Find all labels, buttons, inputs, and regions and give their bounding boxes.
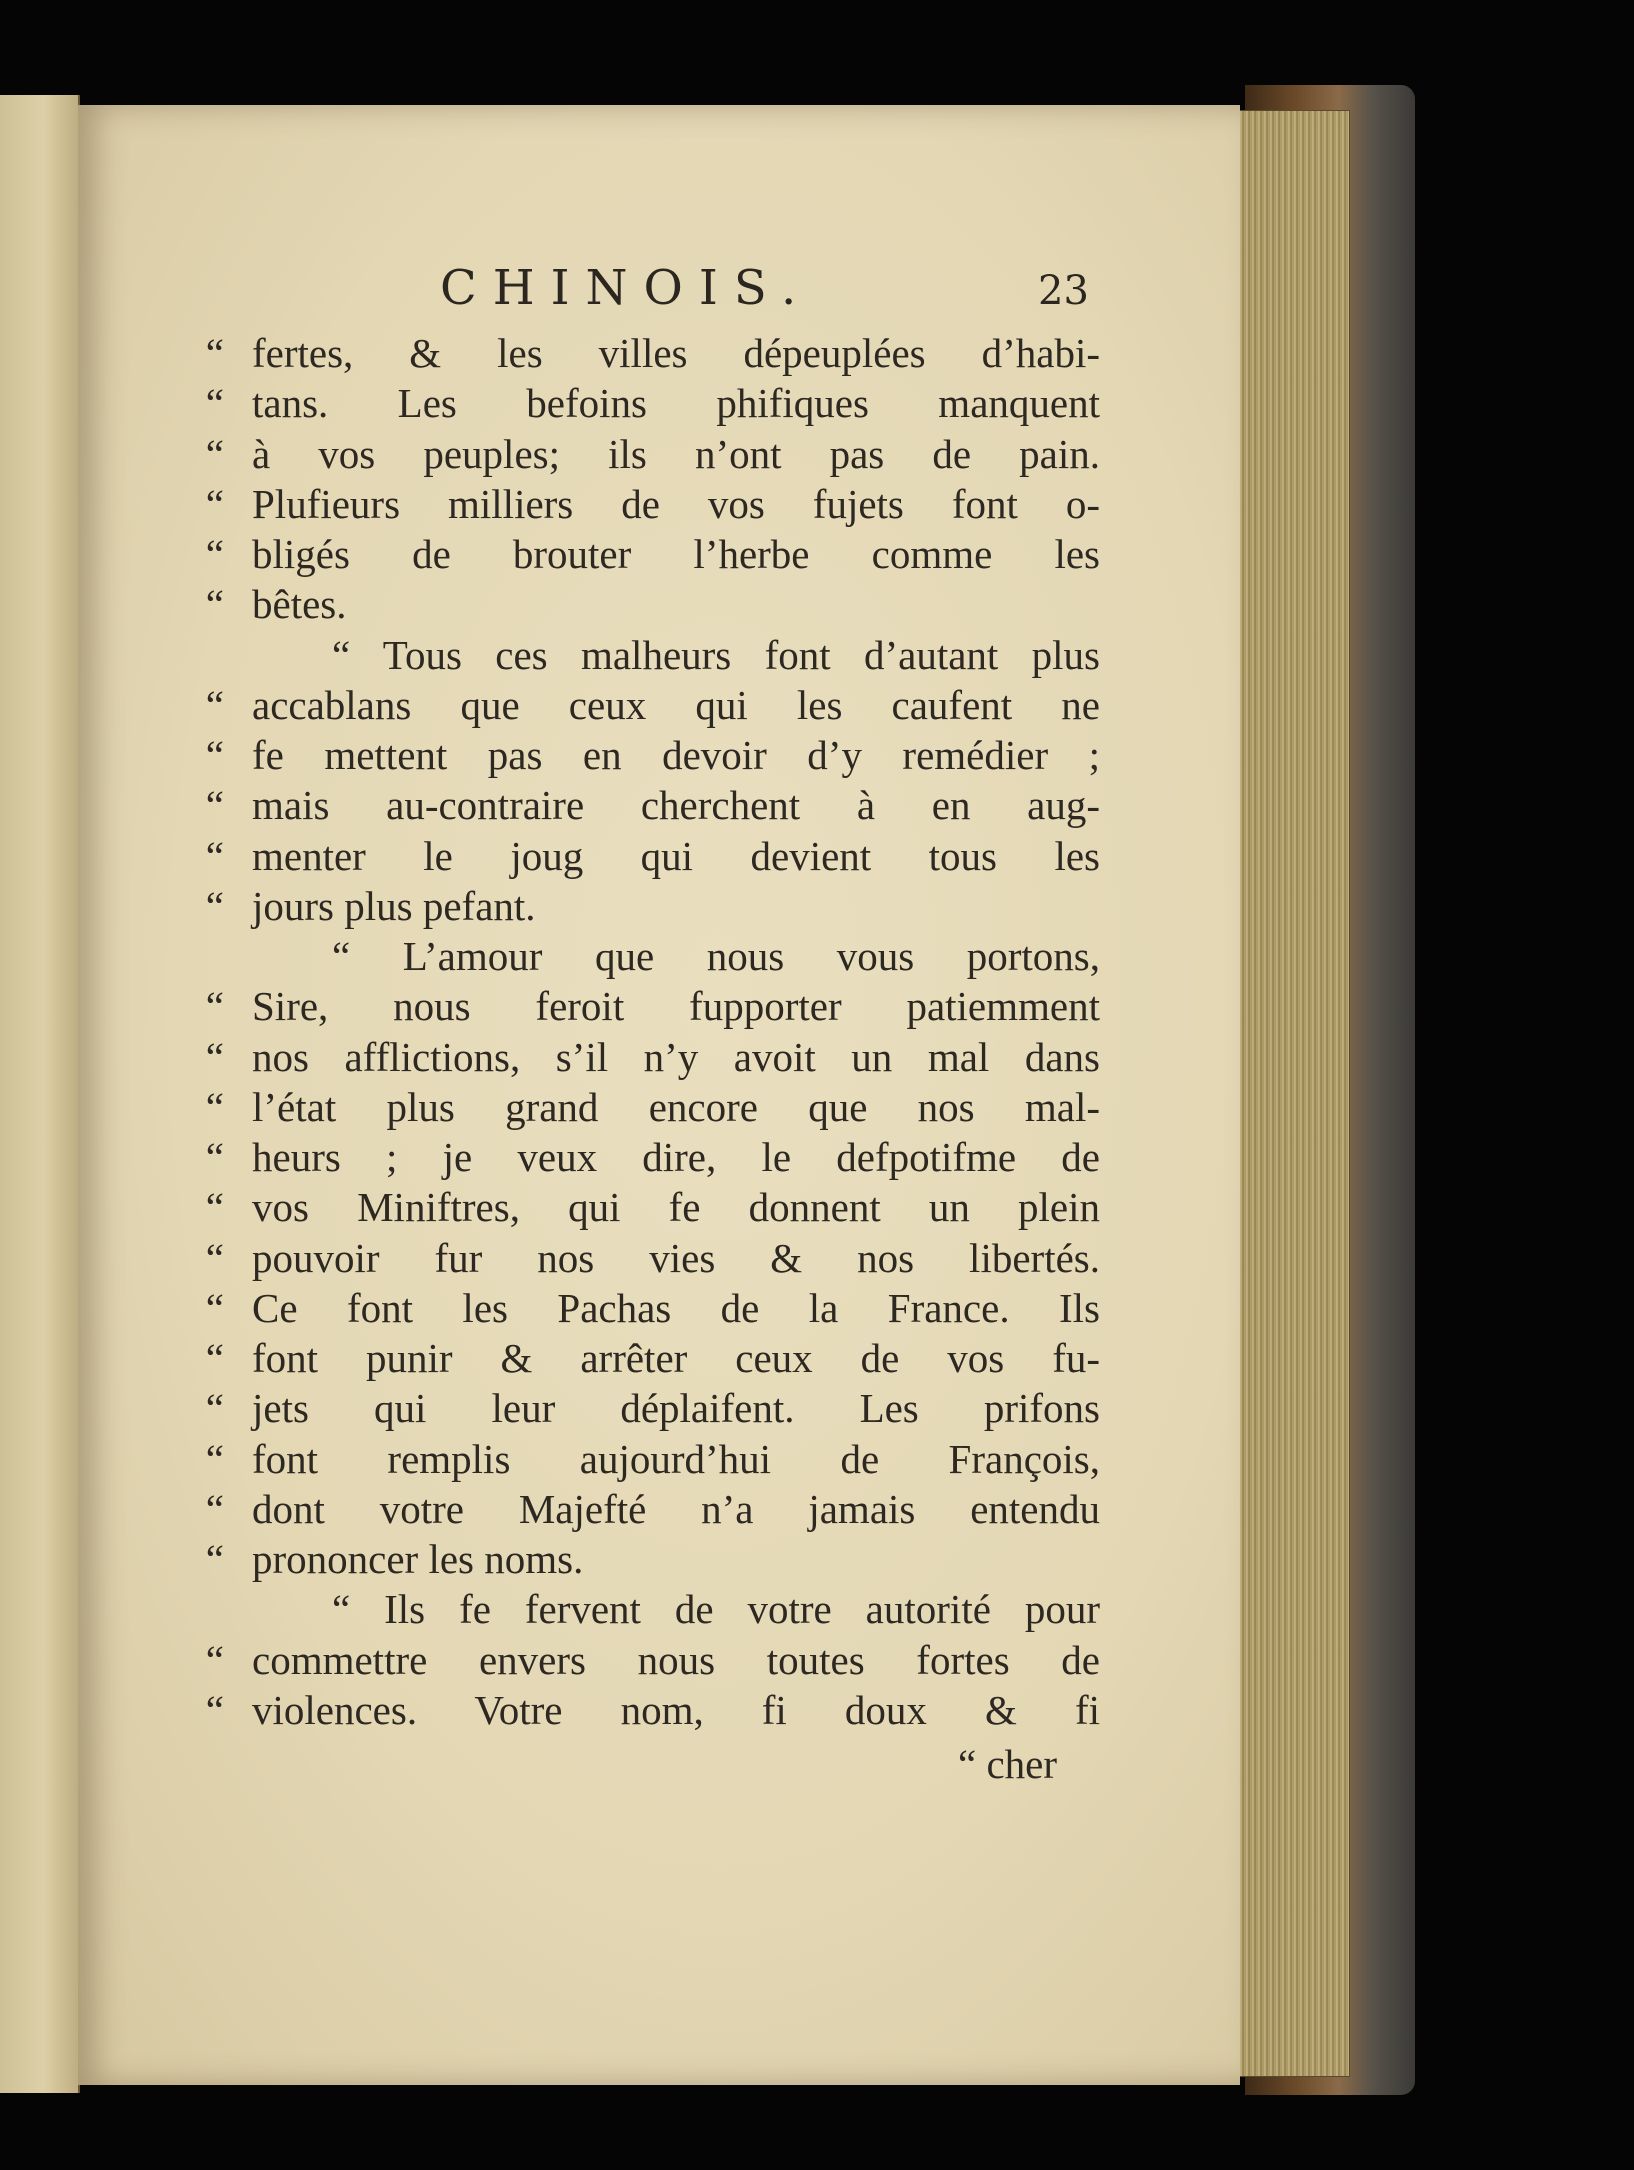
line-text: jours plus pefant. xyxy=(252,882,536,929)
text-line xyxy=(252,931,1100,981)
line-text: nos afflictions, s’il n’y avoit un mal dans xyxy=(252,1033,1100,1080)
line-text: bligés de brouter l’herbe comme les xyxy=(252,531,1100,577)
line-text: Sire, nous feroit fupporter patiemment xyxy=(252,983,1100,1030)
line-text: jets qui leur déplaifent. Les prifons xyxy=(252,1385,1100,1432)
line-text: font remplis aujourd’hui de François, xyxy=(252,1435,1100,1482)
line-text: menter le joug qui devient tous les xyxy=(252,832,1100,879)
line-text: “ L’amour que nous vous portons, xyxy=(332,933,1100,979)
text-line xyxy=(205,328,1100,378)
line-text: “ Ils fe fervent de votre autorité pour xyxy=(332,1586,1100,1633)
running-head: CHINOIS. xyxy=(440,260,813,316)
quote-marker: “ xyxy=(205,1284,224,1331)
quote-marker: “ xyxy=(205,1033,224,1080)
line-text: fe mettent pas en devoir d’y remédier ; xyxy=(252,732,1100,778)
page-edges xyxy=(1238,110,1350,2077)
line-text: bêtes. xyxy=(252,581,347,628)
text-line xyxy=(205,1082,1100,1132)
text-line xyxy=(205,1132,1100,1182)
quote-marker: “ xyxy=(205,1083,224,1130)
quote-marker: “ xyxy=(205,782,224,829)
line-text: dont votre Majefté n’a jamais entendu xyxy=(252,1485,1100,1532)
page-number: 23 xyxy=(1038,268,1089,314)
text-line xyxy=(205,1434,1100,1484)
text-line xyxy=(205,1283,1100,1333)
line-text: heurs ; je veux dire, le defpotifme de xyxy=(252,1134,1100,1180)
text-line xyxy=(205,1685,1100,1735)
text-line xyxy=(252,1584,1100,1634)
quote-marker: “ xyxy=(205,1636,224,1683)
line-text: accablans que ceux qui les caufent ne xyxy=(252,681,1100,728)
quote-marker: “ xyxy=(205,1385,224,1432)
text-line xyxy=(205,378,1100,428)
text-line xyxy=(205,479,1100,529)
text-line xyxy=(205,881,1100,931)
text-line xyxy=(205,429,1100,479)
text-line xyxy=(205,579,1100,629)
line-text: violences. Votre nom, fi doux & fi xyxy=(252,1686,1100,1733)
quote-marker: “ xyxy=(205,330,224,376)
line-text: l’état plus grand encore que nos mal- xyxy=(252,1083,1100,1130)
text-line xyxy=(205,1182,1100,1232)
quote-marker: “ xyxy=(205,681,224,728)
line-text: pouvoir fur nos vies & nos libertés. xyxy=(252,1234,1100,1281)
line-text: mais au-contraire cherchent à en aug- xyxy=(252,782,1100,829)
quote-marker: “ xyxy=(205,983,224,1030)
text-line xyxy=(205,730,1100,780)
line-text: “ Tous ces malheurs font d’autant plus xyxy=(332,631,1100,678)
quote-marker: “ xyxy=(205,1536,224,1582)
quote-marker: “ xyxy=(205,380,224,427)
text-line xyxy=(205,529,1100,579)
line-text: vos Miniftres, qui fe donnent un plein xyxy=(252,1184,1100,1231)
previous-page-edge xyxy=(0,95,80,2093)
text-block xyxy=(205,328,1100,1735)
text-line xyxy=(252,630,1100,680)
line-text: font punir & arrêter ceux de vos fu- xyxy=(252,1335,1100,1381)
line-text: commettre envers nous toutes fortes de xyxy=(252,1636,1100,1683)
quote-marker: “ xyxy=(205,732,224,778)
quote-marker: “ xyxy=(205,832,224,879)
text-line xyxy=(205,981,1100,1031)
quote-marker: “ xyxy=(205,1435,224,1482)
text-line xyxy=(205,1383,1100,1433)
text-line xyxy=(205,1333,1100,1383)
line-text: à vos peuples; ils n’ont pas de pain. xyxy=(252,430,1100,477)
line-text: Ce font les Pachas de la France. Ils xyxy=(252,1284,1100,1331)
line-text: fertes, & les villes dépeuplées d’habi- xyxy=(252,330,1100,376)
text-line xyxy=(205,1534,1100,1584)
quote-marker: “ xyxy=(205,882,224,929)
quote-marker: “ xyxy=(205,531,224,577)
quote-marker: “ xyxy=(205,1686,224,1733)
quote-marker: “ xyxy=(205,480,224,527)
text-line xyxy=(205,1233,1100,1283)
quote-marker: “ xyxy=(205,581,224,628)
line-text: tans. Les befoins phifiques manquent xyxy=(252,380,1100,427)
catchword: “ cher xyxy=(958,1741,1057,1787)
text-line xyxy=(205,680,1100,730)
quote-marker: “ xyxy=(205,1335,224,1381)
quote-marker: “ xyxy=(205,1184,224,1231)
quote-marker: “ xyxy=(205,1485,224,1532)
line-text: Plufieurs milliers de vos fujets font o- xyxy=(252,480,1100,527)
text-line xyxy=(205,780,1100,830)
text-line xyxy=(205,831,1100,881)
quote-marker: “ xyxy=(205,1234,224,1281)
text-line xyxy=(205,1635,1100,1685)
quote-marker: “ xyxy=(205,1134,224,1180)
quote-marker: “ xyxy=(205,430,224,477)
text-line xyxy=(205,1032,1100,1082)
line-text: prononcer les noms. xyxy=(252,1536,584,1582)
text-line xyxy=(205,1484,1100,1534)
